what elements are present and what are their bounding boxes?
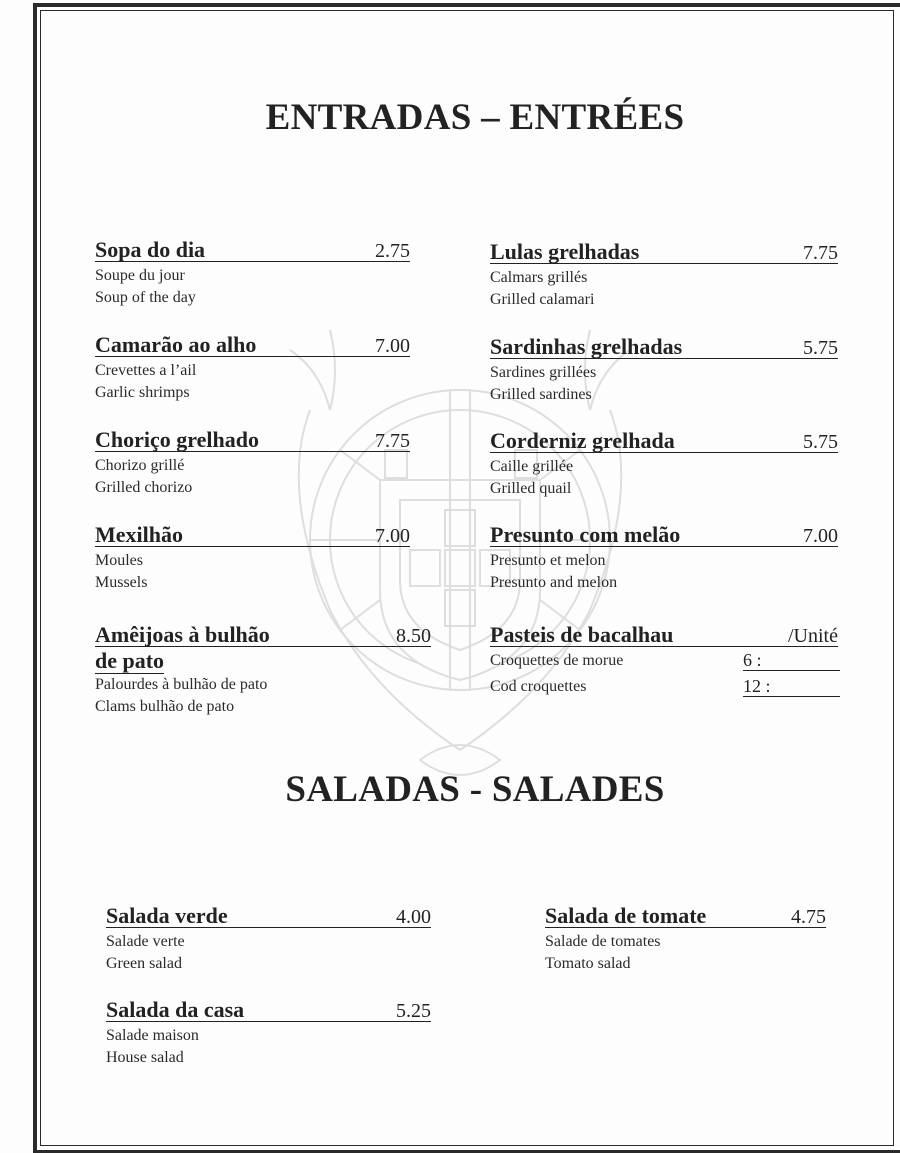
item-name-line2: de pato <box>95 648 165 673</box>
item-price: 4.75 <box>791 906 826 928</box>
item-desc-en: Grilled calamari <box>490 291 595 308</box>
item-price: 7.00 <box>375 335 410 357</box>
menu-item <box>106 995 431 1069</box>
item-desc-en: Presunto and melon <box>490 574 618 591</box>
menu-item <box>490 237 838 311</box>
item-desc-en: Grilled chorizo <box>95 479 193 496</box>
menu-item <box>95 520 410 594</box>
item-name: Sardinhas grelhadas <box>490 334 683 359</box>
item-price: /Unité <box>788 625 838 647</box>
item-price: 5.75 <box>803 431 838 453</box>
item-price: 8.50 <box>396 625 431 647</box>
item-price: 7.75 <box>803 242 838 264</box>
item-desc-fr: Presunto et melon <box>490 552 606 569</box>
item-desc-fr: Calmars grillés <box>490 269 588 286</box>
item-name: Corderniz grelhada <box>490 428 675 453</box>
item-desc-fr: Soupe du jour <box>95 267 185 284</box>
item-price: 4.00 <box>396 906 431 928</box>
item-name: Salada verde <box>106 903 228 928</box>
menu-item <box>490 332 838 406</box>
item-desc-en: Grilled sardines <box>490 386 592 403</box>
item-name: Presunto com melão <box>490 522 681 547</box>
item-desc-fr: Moules <box>95 552 143 569</box>
item-desc-fr: Chorizo grillé <box>95 457 185 474</box>
item-desc-en: Mussels <box>95 574 148 591</box>
menu-item <box>490 620 838 698</box>
item-desc-en: Green salad <box>106 955 182 972</box>
qty-6-price: 6 : <box>743 650 840 671</box>
item-name: Salada de tomate <box>545 903 707 928</box>
menu-item <box>95 620 431 718</box>
item-desc-fr: Croquettes de morue <box>490 652 624 669</box>
item-name: Salada da casa <box>106 997 245 1022</box>
item-name: Choriço grelhado <box>95 427 259 452</box>
qty-12-price: 12 : <box>743 676 840 697</box>
item-price: 2.75 <box>375 240 410 262</box>
item-desc-fr: Caille grillée <box>490 458 574 475</box>
item-desc-en: Tomato salad <box>545 955 631 972</box>
item-desc-fr: Crevettes a l’ail <box>95 362 197 379</box>
item-name: Sopa do dia <box>95 237 206 262</box>
menu-item <box>490 520 838 594</box>
item-desc-fr: Sardines grillées <box>490 364 597 381</box>
menu-item <box>95 330 410 404</box>
menu-item <box>106 901 431 975</box>
item-desc-en: Soup of the day <box>95 289 196 306</box>
item-desc-en: Cod croquettes <box>490 678 587 695</box>
section-title-entradas: ENTRADAS – ENTRÉES <box>265 97 685 138</box>
menu-item <box>545 901 826 975</box>
item-desc-fr: Salade verte <box>106 933 185 950</box>
item-desc-fr: Salade maison <box>106 1027 199 1044</box>
item-price: 5.25 <box>396 1000 431 1022</box>
item-price: 7.00 <box>803 525 838 547</box>
item-name: Amêijoas à bulhão <box>95 622 270 647</box>
item-desc-fr: Salade de tomates <box>545 933 661 950</box>
item-name: Lulas grelhadas <box>490 239 640 264</box>
item-name: Mexilhão <box>95 522 183 547</box>
menu-item <box>95 235 410 309</box>
item-name: Camarão ao alho <box>95 332 257 357</box>
item-price: 5.75 <box>803 337 838 359</box>
menu-item <box>95 425 410 499</box>
item-price: 7.00 <box>375 525 410 547</box>
item-desc-en: Garlic shrimps <box>95 384 190 401</box>
item-price: 7.75 <box>375 430 410 452</box>
section-title-saladas: SALADAS - SALADES <box>285 769 665 810</box>
menu-item <box>490 426 838 500</box>
item-desc-en: Clams bulhão de pato <box>95 698 235 715</box>
item-desc-fr: Palourdes à bulhão de pato <box>95 676 268 693</box>
item-desc-en: Grilled quail <box>490 480 572 497</box>
item-name: Pasteis de bacalhau <box>490 622 674 647</box>
item-desc-en: House salad <box>106 1049 184 1066</box>
